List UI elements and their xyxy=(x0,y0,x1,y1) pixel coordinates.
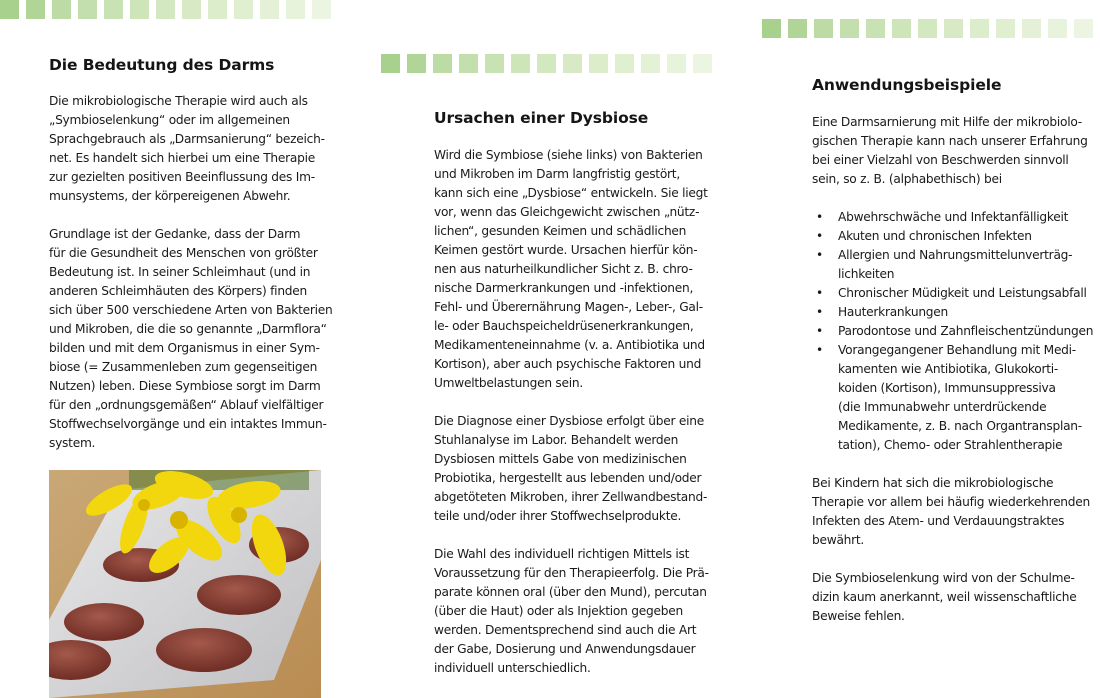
bullet-icon: • xyxy=(816,248,823,262)
decor-square xyxy=(762,19,781,38)
decor-square xyxy=(260,0,279,19)
decor-square xyxy=(0,0,19,19)
decor-square xyxy=(1022,19,1041,38)
decor-square xyxy=(312,0,331,19)
indication-list xyxy=(812,208,1097,455)
decor-square xyxy=(814,19,833,38)
paragraph: Die mikrobiologische Therapie wird auch als „Symbioselenkung“ oder im allgemeinen Sprachgebrauch als „Darmsanierung“ bezeich- net. Es handelt sich hierbei um eine Therapie zur gezielten positiven Beeinflussung des Im- munsystems, der körpereigenen Abwehr. xyxy=(49,94,325,203)
bullet-icon: • xyxy=(816,229,823,243)
decor-square xyxy=(667,54,686,73)
decor-square xyxy=(970,19,989,38)
decor-square xyxy=(693,54,712,73)
decor-square xyxy=(511,54,530,73)
paragraph: Bei Kindern hat sich die mikrobiologische Therapie vor allem bei häufig wiederkehrenden Infekten des Atem- und Verdauungstraktes bewährt. xyxy=(812,476,1090,547)
decor-square xyxy=(407,54,426,73)
list-item xyxy=(812,246,1097,284)
list-item xyxy=(812,341,1097,455)
decor-square xyxy=(1074,19,1093,38)
decor-square xyxy=(26,0,45,19)
list-item-text: Akuten und chronischen Infekten xyxy=(838,229,1032,243)
decor-square xyxy=(944,19,963,38)
decor-square xyxy=(589,54,608,73)
decor-square xyxy=(892,19,911,38)
decor-squares-left xyxy=(0,0,331,19)
decor-square xyxy=(563,54,582,73)
decor-square xyxy=(918,19,937,38)
decor-square xyxy=(381,54,400,73)
list-item xyxy=(812,208,1097,227)
decor-square xyxy=(641,54,660,73)
decor-square xyxy=(996,19,1015,38)
decor-square xyxy=(615,54,634,73)
decor-square xyxy=(537,54,556,73)
column-middle xyxy=(434,109,724,678)
list-item xyxy=(812,303,1097,322)
list-item xyxy=(812,322,1097,341)
decor-square xyxy=(130,0,149,19)
decor-square xyxy=(182,0,201,19)
list-item-text: Chronischer Müdigkeit und Leistungsabfall xyxy=(838,286,1087,300)
decor-square xyxy=(1048,19,1067,38)
paragraph: Die Symbioselenkung wird von der Schulme- dizin kaum anerkannt, weil wissenschaftliche Beweise fehlen. xyxy=(812,571,1077,623)
list-item-text: Parodontose und Zahnfleischentzündungen xyxy=(838,324,1094,338)
bullet-icon: • xyxy=(816,305,823,319)
photo-pills-and-flowers xyxy=(49,470,321,698)
heading-anwendungsbeispiele: Anwendungsbeispiele xyxy=(812,76,1002,94)
list-item-text: Vorangegangener Behandlung mit Medi- kamenten wie Antibiotika, Glukokorti- koiden (Kortison), Immunsuppressiva (die Immunabwehr unterdrückende Medikamente, z. B. nach Organtransplan- tation), Chemo- oder Strahlentherapie xyxy=(838,343,1082,452)
bullet-icon: • xyxy=(816,343,823,357)
paragraph: Grundlage ist der Gedanke, dass der Darm für die Gesundheit des Menschen von größter Bedeutung ist. In seiner Schleimhaut (und in anderen Schleimhäuten des Körpers) finden sich über 500 verschiedene Arten von Bakterien und Mikroben, die die so genannte „Darmflora“ bilden und mit dem Organismus in einer Sym- biose (= Zusammenleben zum gegenseitigen Nutzen) leben. Diese Symbiose sorgt im Darm für den „ordnungsgemäßen“ Ablauf vielfältiger Stoffwechselvorgänge und ein intaktes Immun- system. xyxy=(49,227,333,450)
decor-square xyxy=(840,19,859,38)
photo-image xyxy=(49,470,321,698)
list-item-text: Abwehrschwäche und Infektanfälligkeit xyxy=(838,210,1069,224)
decor-squares-right xyxy=(762,19,1093,38)
list-item-text: Allergien und Nahrungsmittelunverträg- lichkeiten xyxy=(838,248,1073,281)
paragraph: Die Wahl des individuell richtigen Mittels ist Voraussetzung für den Therapieerfolg. Die Prä- parate können oral (über den Mund), percutan (über die Haut) oder als Injektion gegeben werden. Dementsprechend sind auch die Art der Gabe, Dosierung und Anwendungsdauer individuell unterschiedlich. xyxy=(434,547,709,675)
decor-square xyxy=(485,54,504,73)
pill xyxy=(197,575,281,615)
pill xyxy=(64,603,144,641)
list-item xyxy=(812,227,1097,246)
decor-square xyxy=(433,54,452,73)
decor-square xyxy=(234,0,253,19)
decor-square xyxy=(78,0,97,19)
bullet-icon: • xyxy=(816,324,823,338)
column-left xyxy=(49,56,334,453)
list-item xyxy=(812,284,1097,303)
bullet-icon: • xyxy=(816,210,823,224)
paragraph: Wird die Symbiose (siehe links) von Bakterien und Mikroben im Darm langfristig gestört, kann sich eine „Dysbiose“ entwickeln. Sie liegt vor, wenn das Gleichgewicht zwischen „nütz- lichen“, gesunden Keimen und schädlichen Keimen gestört wurde. Ursachen hierfür kön- nen aus naturheilkundlicher Sicht z. B. chro- nische Darmerkrankungen und -infektionen, Fehl- und Überernährung Magen-, Leber-, Gal- le- oder Bauchspeicheldrüsenerkrankungen, Medikamenteneinnahme (v. a. Antibiotika und Kortison), aber auch psychische Faktoren und Umweltbelastungen sein. xyxy=(434,148,708,390)
paragraph: Die Diagnose einer Dysbiose erfolgt über eine Stuhlanalyse im Labor. Behandelt werden Dysbiosen mittels Gabe von medizinischen Probiotika, hergestellt aus lebenden und/oder abgetöteten Mikroben, ihrer Zellwandbestand- teile und/oder ihrer Stoffwechselprodukte. xyxy=(434,414,708,523)
list-item-text: Hauterkrankungen xyxy=(838,305,948,319)
heading-bedeutung: Die Bedeutung des Darms xyxy=(49,56,275,74)
paragraph: Eine Darmsarnierung mit Hilfe der mikrobiolo- gischen Therapie kann nach unserer Erfahrung bei einer Vielzahl von Beschwerden sinnvoll sein, so z. B. (alphabethisch) bei xyxy=(812,115,1088,186)
decor-squares-middle xyxy=(381,54,712,73)
pill xyxy=(156,628,252,672)
decor-square xyxy=(866,19,885,38)
decor-square xyxy=(788,19,807,38)
decor-square xyxy=(459,54,478,73)
decor-square xyxy=(156,0,175,19)
decor-square xyxy=(286,0,305,19)
decor-square xyxy=(104,0,123,19)
decor-square xyxy=(52,0,71,19)
decor-square xyxy=(208,0,227,19)
heading-ursachen: Ursachen einer Dysbiose xyxy=(434,109,649,127)
column-right xyxy=(812,76,1097,626)
bullet-icon: • xyxy=(816,286,823,300)
